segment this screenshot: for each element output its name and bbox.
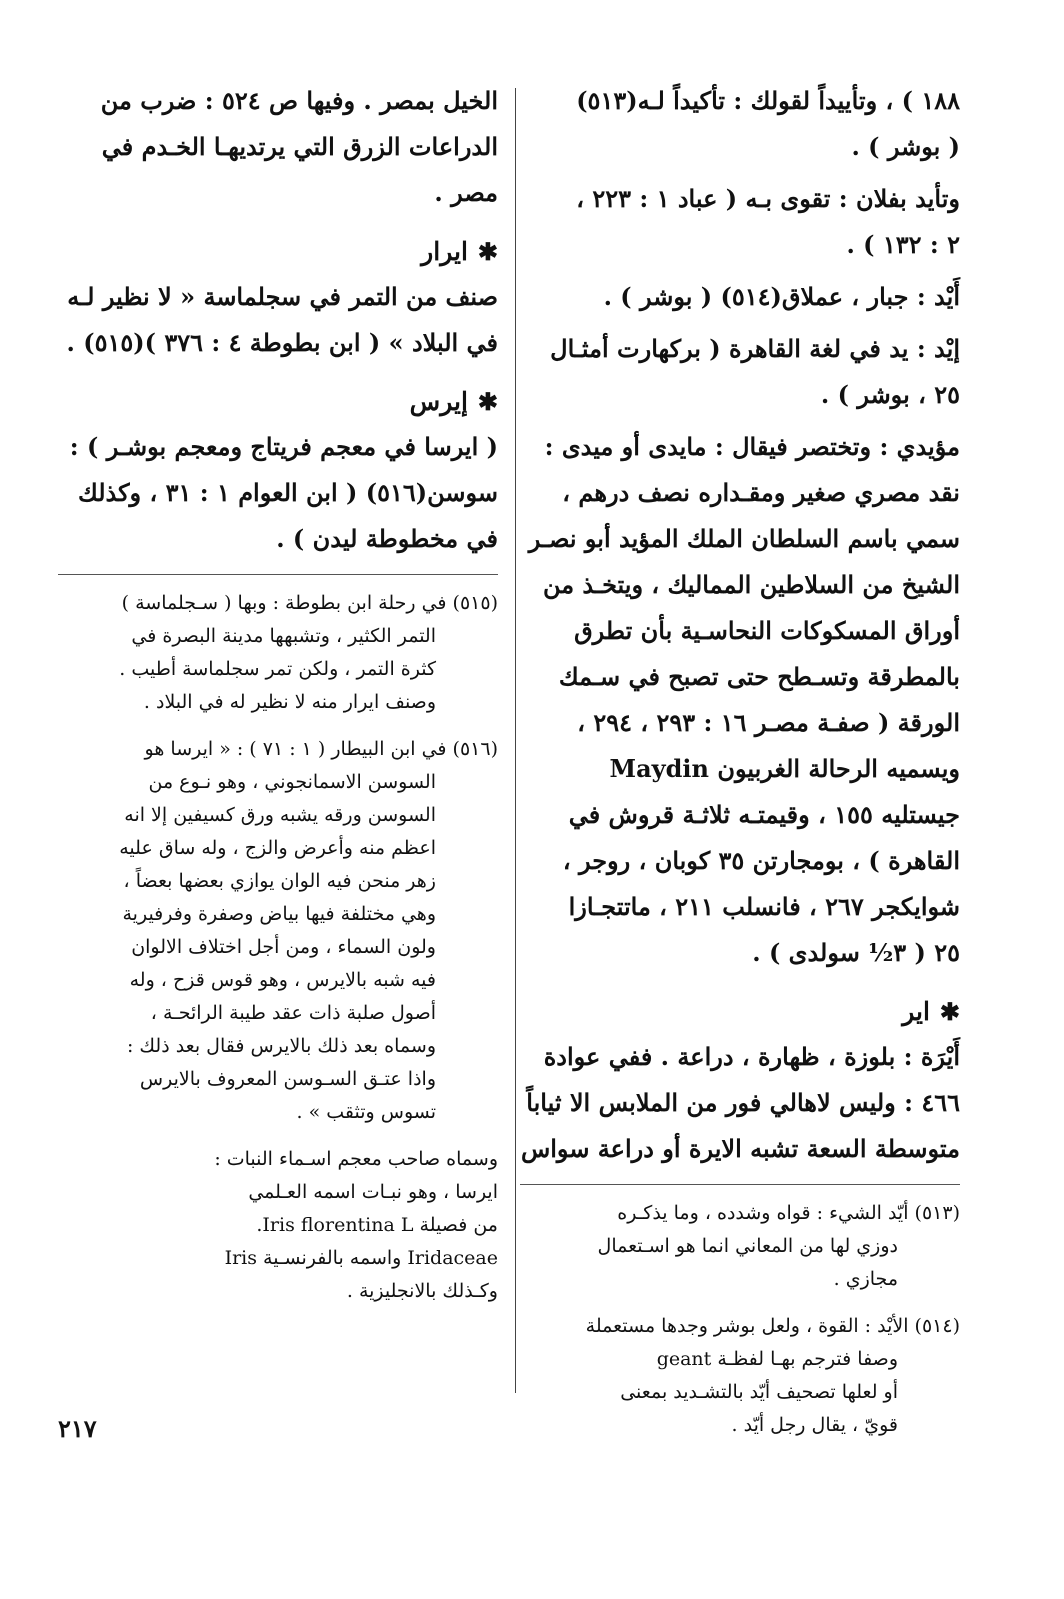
entry-text-ayr <box>520 1034 960 1172</box>
text-line: سمي باسم السلطان الملك المؤيد أبو نصـر <box>528 524 960 553</box>
right-main-text <box>520 78 960 976</box>
page-number: ٢١٧ <box>58 1414 97 1443</box>
text-line: أَيْرَة : بلوزة ، ظهارة ، دراعة . ففي عوادة <box>543 1042 960 1071</box>
paragraph <box>520 78 960 170</box>
text-line: التمر الكثير ، وتشبهها مدينة البصرة في <box>131 625 436 647</box>
text-line: ٤٦٦ : وليس لاهالي فور من الملابس الا ثياباً <box>526 1088 960 1117</box>
text-line: (٥١٦) في ابن البيطار ( ١ : ٧١ ) : « ايرسا هو <box>144 738 498 760</box>
entry-heading-text: إيرس <box>409 387 468 416</box>
text-line: وهي مختلفة فيها بياض وصفرة وفرفيرية <box>122 903 436 925</box>
text-line: وصنف ايرار منه لا نظير له في البلاد . <box>143 691 436 713</box>
left-top-paragraph <box>58 78 498 216</box>
right-footnotes <box>520 1197 960 1442</box>
footnote-separator <box>58 574 498 575</box>
left-column <box>58 78 498 1322</box>
text-line: اعظم منه وأعرض والزج ، وله ساق عليه <box>119 837 436 859</box>
text-line: سوسن(٥١٦) ( ابن العوام ١ : ٣١ ، وكذلك <box>77 478 498 507</box>
text-line: مصر . <box>434 178 498 207</box>
text-line: صنف من التمر في سجلماسة « لا نظير لـه <box>67 282 498 311</box>
footnote <box>520 1310 960 1442</box>
text-line: Iridaceae واسمه بالفرنسـية Iris <box>224 1247 498 1269</box>
right-column <box>520 78 960 1456</box>
text-line: ( ايرسا في معجم فريتاج ومعجم بوشـر ) : <box>69 432 498 461</box>
text-line: في البلاد » ( ابن بطوطة ٤ : ٣٧٦ )(٥١٥) . <box>66 328 498 357</box>
text-line: ولون السماء ، ومن أجل اختلاف الالوان <box>131 936 436 958</box>
text-line: تسوس وتثقب » . <box>296 1101 436 1123</box>
text-line: الشيخ من السلاطين المماليك ، ويتخـذ من <box>542 570 960 599</box>
footnote <box>58 1143 498 1308</box>
text-line: من فصيلة Iris florentina L. <box>256 1214 498 1236</box>
text-line: ويسميه الرحالة الغربيون Maydin <box>609 754 960 783</box>
text-line: في مخطوطة ليدن ) . <box>276 524 498 553</box>
text-line: وكـذلك بالانجليزية . <box>346 1280 498 1302</box>
asterisk-icon: ✱ <box>477 387 498 416</box>
column-divider <box>515 88 516 1393</box>
text-line: مؤيدي : وتختصر فيقال : مايدى أو ميدى : <box>544 432 960 461</box>
text-line: وصفا فترجم بهـا لفظـة geant <box>656 1348 898 1370</box>
entry-heading-ayr: ✱اير <box>902 997 960 1026</box>
asterisk-icon: ✱ <box>477 237 498 266</box>
text-line: أصول صلبة ذات عقد طيبة الرائحـة ، <box>150 1002 436 1024</box>
text-line: زهر منحن فيه الوان يوازي بعضها بعضاً ، <box>123 870 436 892</box>
text-line: إيْد : يد في لغة القاهرة ( بركهارت أمثـال <box>550 334 960 363</box>
paragraph <box>520 326 960 418</box>
entry-text <box>58 424 498 562</box>
entry-heading <box>58 230 498 274</box>
paragraph <box>520 176 960 268</box>
text-line: وسماه صاحب معجم اسـماء النبات : <box>214 1148 498 1170</box>
text-line: (٥١٣) أيّد الشيء : قواه وشدده ، وما يذكـره <box>617 1202 960 1224</box>
left-footnotes <box>58 587 498 1308</box>
text-line: أوراق المسكوكات النحاسـية بأن تطرق <box>574 616 960 645</box>
text-line: السوسن الاسمانجوني ، وهو نـوع من <box>148 771 436 793</box>
text-line: متوسطة السعة تشبه الايرة أو دراعة سواس <box>520 1134 960 1163</box>
text-line: ١٨٨ ) ، وتأييداً لقولك : تأكيداً لـه(٥١٣) <box>576 86 960 115</box>
entry-heading <box>58 380 498 424</box>
paragraph <box>520 424 960 976</box>
text-line: ٢ : ١٣٢ ) . <box>846 230 960 259</box>
text-line: شوايكجر ٢٦٧ ، فانسلب ٢١١ ، ماتتجـازا <box>568 892 960 921</box>
text-line: ٢٥ ( ٣½ سولدى ) . <box>752 938 960 967</box>
text-line: دوزي لها من المعاني انما هو اسـتعمال <box>597 1235 898 1257</box>
text-line: الورقة ( صفـة مصـر ١٦ : ٢٩٣ ، ٢٩٤ ، <box>577 708 960 737</box>
text-line: ٢٥ ، بوشر ) . <box>820 380 960 409</box>
text-line: ايرسا ، وهو نبـات اسمه العـلمي <box>248 1181 498 1203</box>
paragraph <box>520 274 960 320</box>
text-line: قويّ ، يقال رجل أيّد . <box>731 1414 898 1436</box>
asterisk-icon: ✱ <box>939 997 960 1026</box>
text-line: مجازي . <box>833 1268 898 1290</box>
text-line: (٥١٥) في رحلة ابن بطوطة : وبها ( سـجلماسة ) <box>121 592 498 614</box>
text-line: وسماه بعد ذلك بالايرس فقال بعد ذلك : <box>126 1035 436 1057</box>
footnote-separator <box>520 1184 960 1185</box>
entry-heading-text: ايرار <box>421 237 468 266</box>
entry-text <box>58 274 498 366</box>
left-entries <box>58 230 498 562</box>
text-line: نقد مصري صغير ومقـداره نصف درهم ، <box>562 478 960 507</box>
footnote <box>520 1197 960 1296</box>
text-line: بالمطرقة وتسـطح حتى تصبح في سـمك <box>558 662 960 691</box>
text-line: ( بوشر ) . <box>851 132 960 161</box>
text-line: القاهرة ) ، بومجارتن ٣٥ كوبان ، روجر ، <box>562 846 960 875</box>
text-line: (٥١٤) الأيْد : القوة ، ولعل بوشر وجدها مستعملة <box>585 1315 960 1337</box>
text-line: أو لعلها تصحيف أيّد بالتشـديد بمعنى <box>620 1381 898 1403</box>
footnote <box>58 733 498 1129</box>
text-line: الدراعات الزرق التي يرتديهـا الخـدم في <box>101 132 498 161</box>
text-line: الخيل بمصر . وفيها ص ٥٢٤ : ضرب من <box>100 86 498 115</box>
text-line: السوسن ورقه يشبه ورق كسيفين إلا انه <box>124 804 436 826</box>
text-line: وتأيد بفلان : تقوى بـه ( عباد ١ : ٢٢٣ ، <box>576 184 960 213</box>
text-line: فيه شبه بالايرس ، وهو قوس قزح ، وله <box>129 969 436 991</box>
text-line: واذا عتـق السـوسن المعروف بالايرس <box>139 1068 436 1090</box>
text-line: أَيْد : جبار ، عملاق(٥١٤) ( بوشر ) . <box>603 282 960 311</box>
text-line: كثرة التمر ، ولكن تمر سجلماسة أطيب . <box>119 658 436 680</box>
footnote <box>58 587 498 719</box>
text-line: جيستليه ١٥٥ ، وقيمتـه ثلاثـة قروش في <box>568 800 960 829</box>
